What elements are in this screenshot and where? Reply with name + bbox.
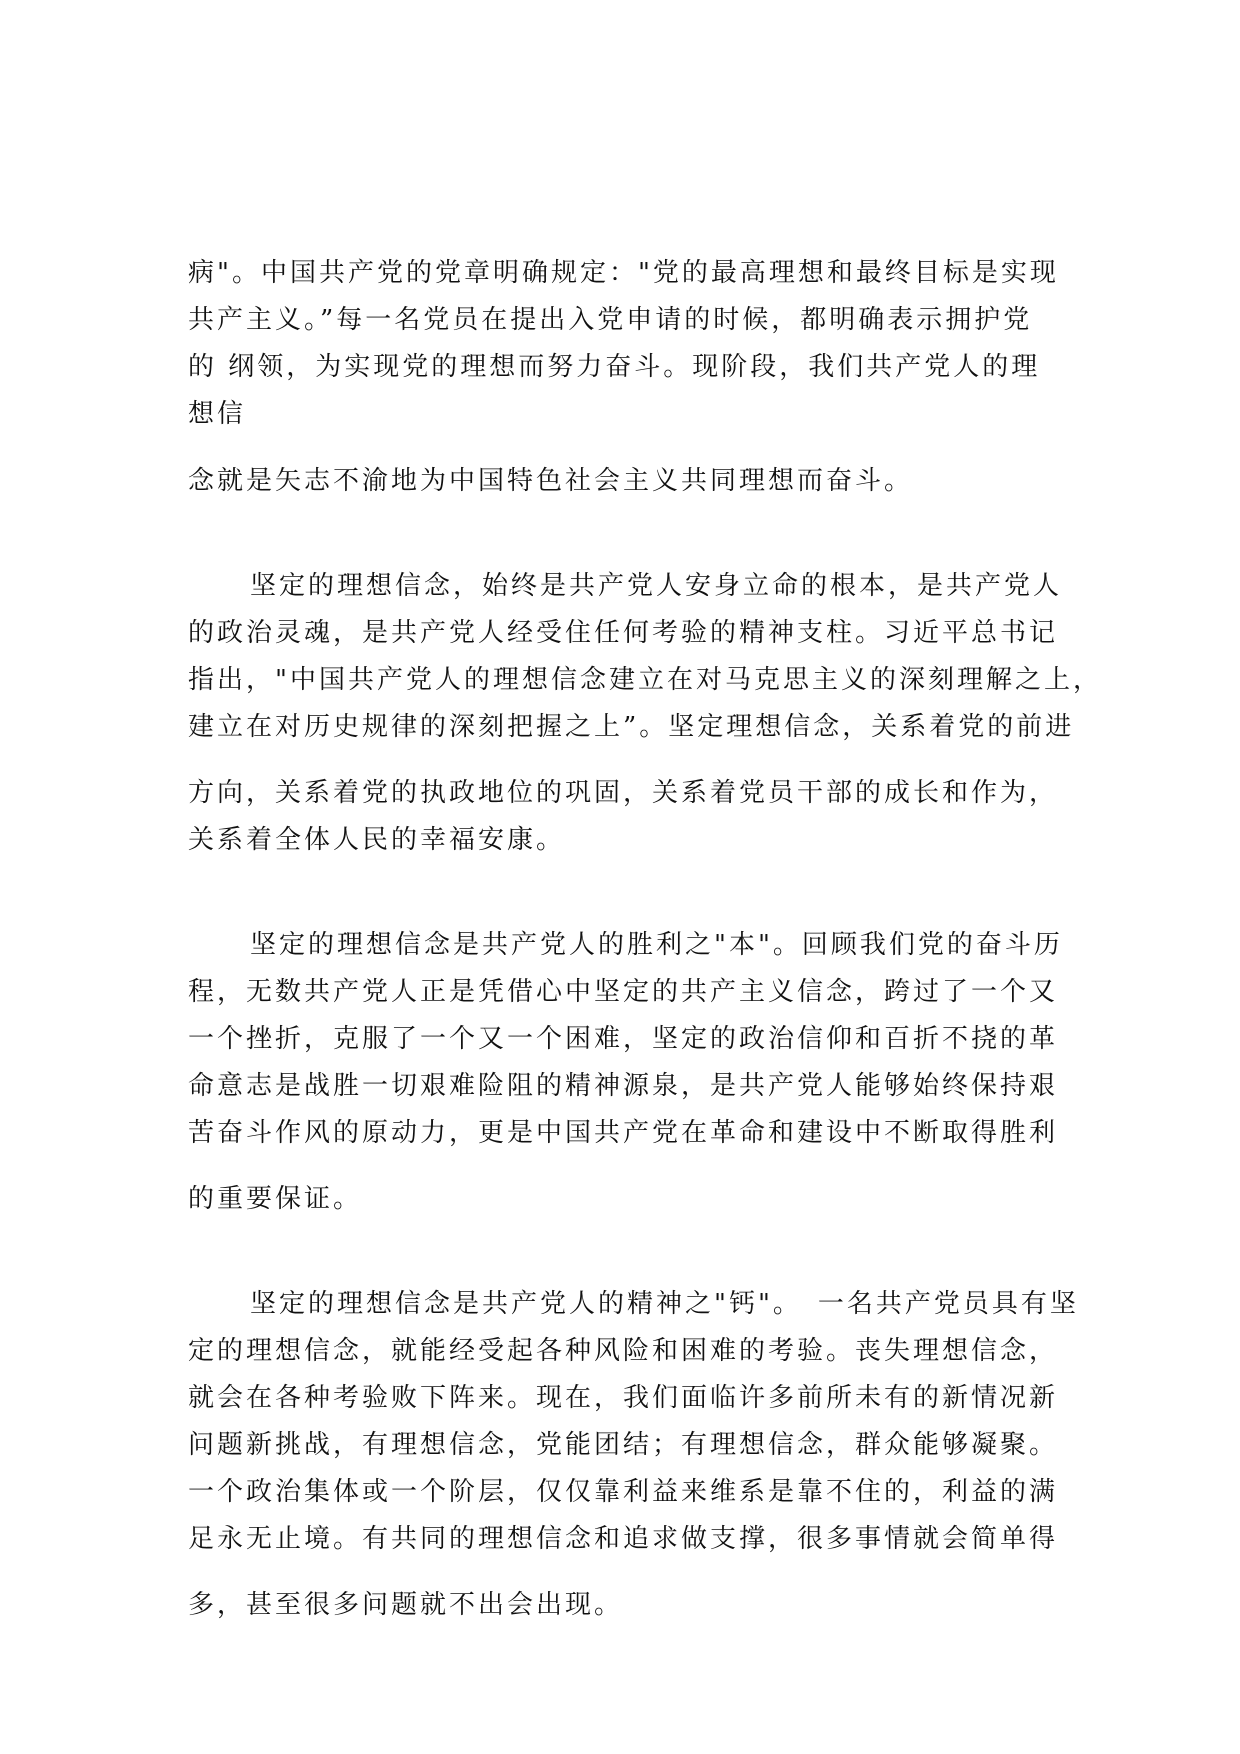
text-line: 想信 [188,399,247,429]
text-line: 一个政治集体或一个阶层，仅仅靠利益来维系是靠不住的，利益的满 [188,1477,1059,1507]
text-line: 方向，关系着党的执政地位的巩固，关系着党员干部的成长和作为， [188,778,1059,808]
paragraph-first-line: 坚定的理想信念是共产党人的胜利之"本"。回顾我们党的奋斗历 [250,930,1063,960]
text-line: 念就是矢志不渝地为中国特色社会主义共同理想而奋斗。 [188,466,914,496]
text-line: 命意志是战胜一切艰难险阻的精神源泉，是共产党人能够始终保持艰 [188,1071,1059,1101]
text-line: 苦奋斗作风的原动力，更是中国共产党在革命和建设中不断取得胜利 [188,1118,1059,1148]
text-line: 的重要保证。 [188,1184,363,1214]
text-line: 建立在对历史规律的深刻把握之上”。坚定理想信念，关系着党的前进 [188,712,1075,742]
text-line: 多，甚至很多问题就不出会出现。 [188,1590,624,1620]
text-line: 指出，"中国共产党人的理想信念建立在对马克思主义的深刻理解之上， [188,665,1102,695]
text-line: 程，无数共产党人正是凭借心中坚定的共产主义信念，跨过了一个又 [188,977,1059,1007]
text-line: 足永无止境。有共同的理想信念和追求做支撑，很多事情就会简单得 [188,1524,1059,1554]
text-line: 一个挫折，克服了一个又一个困难，坚定的政治信仰和百折不挠的革 [188,1024,1059,1054]
text-line: 问题新挑战，有理想信念，党能团结；有理想信念，群众能够凝聚。 [188,1430,1059,1460]
text-line: 病"。中国共产党的党章明确规定："党的最高理想和最终目标是实现 [188,258,1059,288]
text-line: 定的理想信念，就能经受起各种风险和困难的考验。丧失理想信念， [188,1336,1059,1366]
text-line: 就会在各种考验败下阵来。现在，我们面临许多前所未有的新情况新 [188,1383,1059,1413]
text-line: 的政治灵魂，是共产党人经受住任何考验的精神支柱。习近平总书记 [188,618,1059,648]
text-line: 的 纲领，为实现党的理想而努力奋斗。现阶段，我们共产党人的理 [188,352,1041,382]
text-line: 关系着全体人民的幸福安康。 [188,825,566,855]
text-line: 共产主义。”每一名党员在提出入党申请的时候，都明确表示拥护党 [188,305,1033,335]
paragraph-first-line: 坚定的理想信念是共产党人的精神之"钙"。 一名共产党员具有坚 [250,1289,1079,1319]
paragraph-first-line: 坚定的理想信念，始终是共产党人安身立命的根本，是共产党人 [250,571,1063,601]
